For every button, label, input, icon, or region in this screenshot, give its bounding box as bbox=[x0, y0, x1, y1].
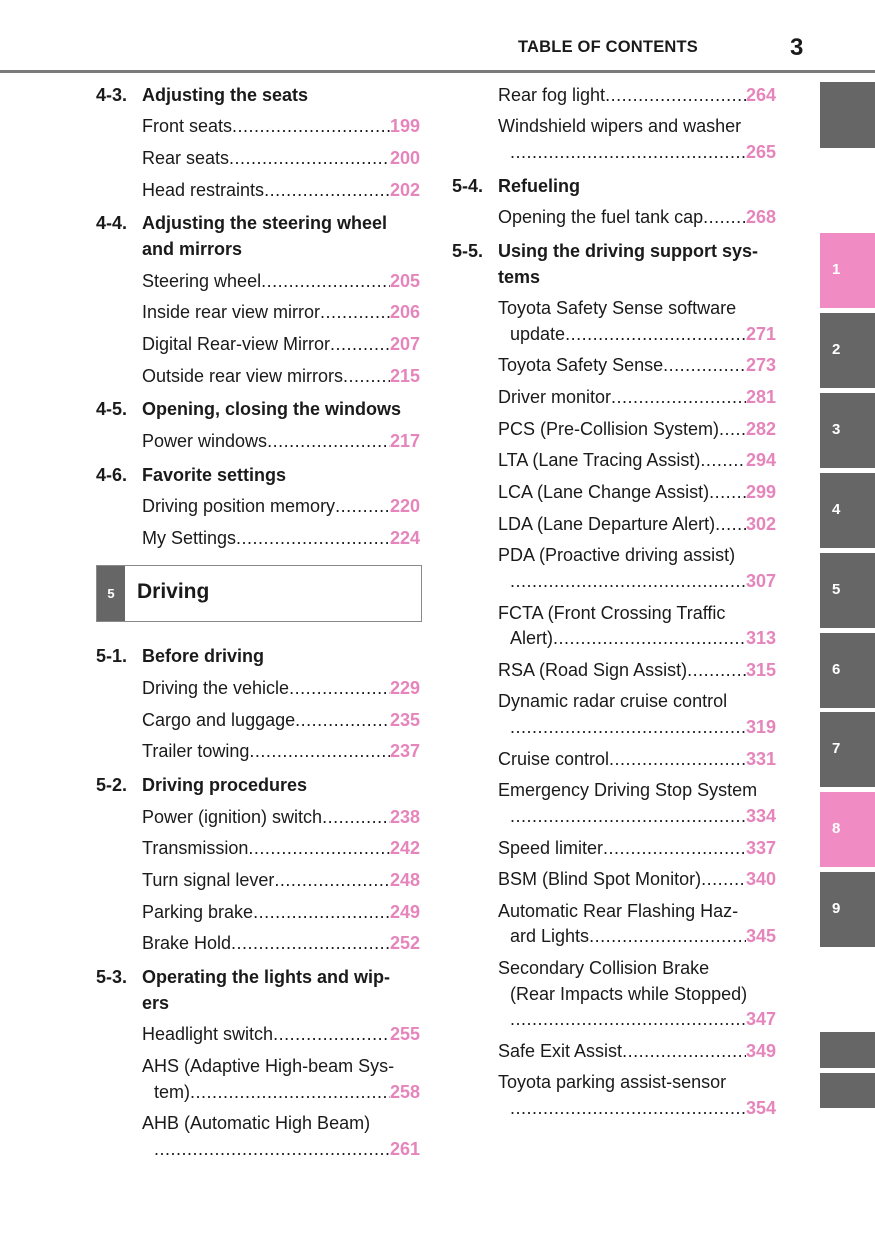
page-ref[interactable]: 299 bbox=[745, 482, 776, 502]
leader-dots bbox=[510, 803, 746, 829]
leader-dots bbox=[231, 930, 390, 956]
leader-dots bbox=[289, 675, 390, 701]
toc-entry[interactable] bbox=[510, 714, 776, 740]
entry-text: Brake Hold bbox=[142, 933, 232, 953]
section-title: Adjusting the seats bbox=[142, 85, 309, 105]
leader-dots bbox=[261, 268, 390, 294]
leader-dots bbox=[229, 145, 390, 171]
tab-label: 1 bbox=[832, 261, 841, 278]
page-ref[interactable]: 252 bbox=[389, 933, 420, 953]
toc-entry[interactable] bbox=[510, 803, 776, 829]
section-number: 5-5. bbox=[452, 241, 484, 261]
entry-text: Alert) bbox=[510, 628, 554, 648]
leader-dots bbox=[249, 738, 390, 764]
toc-entry[interactable] bbox=[498, 835, 776, 861]
page-ref[interactable]: 242 bbox=[389, 838, 420, 858]
side-tab-6[interactable] bbox=[820, 633, 875, 708]
entry-text: Turn signal lever bbox=[142, 870, 275, 890]
toc-entry-line1[interactable]: Windshield wipers and washer bbox=[498, 116, 742, 136]
toc-entry[interactable] bbox=[498, 746, 776, 772]
leader-dots bbox=[335, 493, 390, 519]
leader-dots bbox=[236, 525, 390, 551]
side-tab-7[interactable] bbox=[820, 712, 875, 787]
toc-entry[interactable] bbox=[154, 1079, 420, 1105]
toc-entry[interactable] bbox=[142, 363, 420, 389]
leader-dots bbox=[709, 479, 746, 505]
page-ref[interactable]: 271 bbox=[745, 324, 776, 344]
leader-dots bbox=[687, 657, 746, 683]
page-ref[interactable]: 273 bbox=[745, 355, 776, 375]
toc-entry[interactable] bbox=[498, 657, 776, 683]
toc-entry[interactable] bbox=[142, 867, 420, 893]
entry-text: Parking brake bbox=[142, 902, 254, 922]
section-title: Adjusting the steering wheel bbox=[142, 213, 388, 233]
page-ref[interactable]: 258 bbox=[389, 1082, 420, 1102]
page-ref[interactable]: 229 bbox=[389, 678, 420, 698]
toc-entry[interactable] bbox=[142, 145, 420, 171]
toc-entry-line1[interactable]: PDA (Proactive driving assist) bbox=[498, 545, 736, 565]
tab-label: 4 bbox=[832, 501, 841, 518]
leader-dots bbox=[715, 511, 746, 537]
section-number: 4-6. bbox=[96, 465, 128, 485]
entry-text: Headlight switch bbox=[142, 1024, 274, 1044]
toc-entry-line1[interactable]: Toyota Safety Sense software bbox=[498, 298, 737, 318]
page-ref[interactable]: 281 bbox=[745, 387, 776, 407]
toc-entry[interactable] bbox=[510, 321, 776, 347]
chapter-heading bbox=[96, 565, 422, 622]
entry-text: Trailer towing bbox=[142, 741, 250, 761]
page-ref[interactable]: 264 bbox=[745, 85, 776, 105]
side-tab-3[interactable] bbox=[820, 393, 875, 468]
toc-entry[interactable] bbox=[154, 1136, 420, 1162]
tab-label: 3 bbox=[832, 421, 841, 438]
section-title: Using the driving support sys- bbox=[498, 241, 759, 261]
section-number: 5-2. bbox=[96, 775, 128, 795]
chapter-number: 5 bbox=[97, 566, 125, 621]
leader-dots bbox=[273, 1021, 390, 1047]
page-ref[interactable]: 282 bbox=[745, 419, 776, 439]
page-ref[interactable]: 261 bbox=[389, 1139, 420, 1159]
page-ref[interactable]: 200 bbox=[389, 148, 420, 168]
toc-entry[interactable] bbox=[498, 511, 776, 537]
toc-entry-line1[interactable]: Emergency Driving Stop System bbox=[498, 780, 758, 800]
entry-text: ard Lights bbox=[510, 926, 590, 946]
entry-text: Transmission bbox=[142, 838, 249, 858]
toc-entry[interactable] bbox=[142, 493, 420, 519]
side-tab-4[interactable] bbox=[820, 473, 875, 548]
leader-dots bbox=[719, 416, 746, 442]
section-number: 4-4. bbox=[96, 213, 128, 233]
leader-dots bbox=[622, 1038, 746, 1064]
page-ref[interactable]: 345 bbox=[745, 926, 776, 946]
entry-text: Speed limiter bbox=[498, 838, 604, 858]
leader-dots bbox=[253, 899, 390, 925]
toc-entry[interactable] bbox=[498, 1038, 776, 1064]
side-tab-8[interactable] bbox=[820, 792, 875, 867]
tab-label: 2 bbox=[832, 341, 841, 358]
section-number: 4-3. bbox=[96, 85, 128, 105]
leader-dots bbox=[510, 714, 746, 740]
page-ref[interactable]: 206 bbox=[389, 302, 420, 322]
page-ref[interactable]: 202 bbox=[389, 180, 420, 200]
toc-entry[interactable] bbox=[498, 866, 776, 892]
leader-dots bbox=[274, 867, 390, 893]
leader-dots bbox=[232, 113, 390, 139]
page-ref[interactable]: 337 bbox=[745, 838, 776, 858]
page-ref[interactable]: 307 bbox=[745, 571, 776, 591]
section-title: Refueling bbox=[498, 176, 581, 196]
leader-dots bbox=[609, 746, 746, 772]
side-tab-bottom-1[interactable] bbox=[820, 1032, 875, 1068]
page-ref[interactable]: 205 bbox=[389, 271, 420, 291]
toc-entry[interactable] bbox=[142, 804, 420, 830]
toc-entry[interactable] bbox=[142, 428, 420, 454]
toc-entry[interactable] bbox=[142, 835, 420, 861]
page-ref[interactable]: 220 bbox=[389, 496, 420, 516]
toc-entry[interactable] bbox=[142, 738, 420, 764]
page-ref[interactable]: 349 bbox=[745, 1041, 776, 1061]
page-ref[interactable]: 313 bbox=[745, 628, 776, 648]
toc-entry[interactable] bbox=[498, 416, 776, 442]
toc-entry[interactable] bbox=[142, 1021, 420, 1047]
page-ref[interactable]: 199 bbox=[389, 116, 420, 136]
page-ref[interactable]: 319 bbox=[745, 717, 776, 737]
toc-entry[interactable] bbox=[510, 1095, 776, 1121]
page-ref[interactable]: 215 bbox=[389, 366, 420, 386]
toc-entry[interactable] bbox=[498, 82, 776, 108]
page-ref[interactable]: 315 bbox=[745, 660, 776, 680]
leader-dots bbox=[510, 568, 746, 594]
toc-entry[interactable] bbox=[142, 113, 420, 139]
entry-text: PCS (Pre-Collision System) bbox=[498, 419, 720, 439]
page-ref[interactable]: 207 bbox=[389, 334, 420, 354]
leader-dots bbox=[264, 177, 390, 203]
entry-text: Driving position memory bbox=[142, 496, 336, 516]
entry-text: Cruise control bbox=[498, 749, 610, 769]
entry-text: Power (ignition) switch bbox=[142, 807, 323, 827]
entry-text: Driving the vehicle bbox=[142, 678, 290, 698]
entry-text: Rear seats bbox=[142, 148, 230, 168]
side-tab-bottom-2[interactable] bbox=[820, 1073, 875, 1108]
toc-entry[interactable] bbox=[142, 899, 420, 925]
toc-entry[interactable] bbox=[142, 707, 420, 733]
toc-entry[interactable] bbox=[142, 331, 420, 357]
leader-dots bbox=[248, 835, 390, 861]
entry-text: Driver monitor bbox=[498, 387, 612, 407]
toc-entry-line1[interactable]: FCTA (Front Crossing Traffic bbox=[498, 603, 726, 623]
page-ref[interactable]: 294 bbox=[745, 450, 776, 470]
section-number: 5-4. bbox=[452, 176, 484, 196]
side-tab-top[interactable] bbox=[820, 82, 875, 148]
toc-entry[interactable] bbox=[510, 139, 776, 165]
tab-label: 6 bbox=[832, 661, 841, 678]
entry-text: Steering wheel bbox=[142, 271, 262, 291]
leader-dots bbox=[154, 1136, 390, 1162]
entry-text: LTA (Lane Tracing Assist) bbox=[498, 450, 701, 470]
page-ref[interactable]: 334 bbox=[745, 806, 776, 826]
leader-dots bbox=[322, 804, 390, 830]
side-tab-5[interactable] bbox=[820, 553, 875, 628]
header-title: TABLE OF CONTENTS bbox=[518, 38, 699, 56]
toc-entry[interactable] bbox=[498, 384, 776, 410]
entry-text: Safe Exit Assist bbox=[498, 1041, 623, 1061]
entry-text: update bbox=[510, 324, 566, 344]
toc-entry[interactable] bbox=[142, 930, 420, 956]
toc-entry[interactable] bbox=[510, 625, 776, 651]
page-ref[interactable]: 249 bbox=[389, 902, 420, 922]
leader-dots bbox=[190, 1079, 390, 1105]
page-ref[interactable]: 235 bbox=[389, 710, 420, 730]
toc-entry-line1[interactable]: Dynamic radar cruise control bbox=[498, 691, 728, 711]
toc-entry[interactable] bbox=[142, 675, 420, 701]
leader-dots bbox=[663, 352, 746, 378]
section-title-cont: tems bbox=[498, 267, 541, 287]
page-ref[interactable]: 224 bbox=[389, 528, 420, 548]
leader-dots bbox=[603, 835, 746, 861]
toc-entry[interactable] bbox=[142, 177, 420, 203]
entry-text: My Settings bbox=[142, 528, 237, 548]
entry-text: Opening the fuel tank cap bbox=[498, 207, 704, 227]
toc-entry-line1[interactable]: AHS (Adaptive High-beam Sys- bbox=[142, 1056, 395, 1076]
entry-text: Outside rear view mirrors bbox=[142, 366, 344, 386]
page-ref[interactable]: 238 bbox=[389, 807, 420, 827]
toc-entry-line1[interactable]: AHB (Automatic High Beam) bbox=[142, 1113, 371, 1133]
leader-dots bbox=[589, 923, 746, 949]
toc-entry-line1[interactable]: Automatic Rear Flashing Haz- bbox=[498, 901, 739, 921]
page-ref[interactable]: 340 bbox=[745, 869, 776, 889]
toc-entry[interactable] bbox=[142, 299, 420, 325]
section-title: Before driving bbox=[142, 646, 265, 666]
leader-dots bbox=[605, 82, 746, 108]
tab-label: 9 bbox=[832, 900, 841, 917]
toc-entry[interactable] bbox=[498, 447, 776, 473]
header-rule bbox=[0, 70, 875, 73]
section-title: Driving procedures bbox=[142, 775, 308, 795]
leader-dots bbox=[320, 299, 390, 325]
toc-entry-line1[interactable]: Secondary Collision Brake bbox=[498, 958, 710, 978]
leader-dots bbox=[343, 363, 390, 389]
entry-text: Head restraints bbox=[142, 180, 265, 200]
page-number: 3 bbox=[790, 34, 804, 61]
section-number: 4-5. bbox=[96, 399, 128, 419]
page-ref[interactable]: 265 bbox=[745, 142, 776, 162]
toc-entry-line2[interactable]: (Rear Impacts while Stopped) bbox=[510, 984, 748, 1004]
page-ref[interactable]: 331 bbox=[745, 749, 776, 769]
page-ref[interactable]: 354 bbox=[745, 1098, 776, 1118]
entry-text: Power windows bbox=[142, 431, 268, 451]
toc-entry[interactable] bbox=[142, 525, 420, 551]
section-title: Opening, closing the windows bbox=[142, 399, 402, 419]
leader-dots bbox=[565, 321, 746, 347]
leader-dots bbox=[611, 384, 746, 410]
side-tab-2[interactable] bbox=[820, 313, 875, 388]
toc-entry[interactable] bbox=[510, 1006, 776, 1032]
section-title: Operating the lights and wip- bbox=[142, 967, 391, 987]
leader-dots bbox=[700, 447, 746, 473]
leader-dots bbox=[510, 1095, 746, 1121]
page-ref[interactable]: 255 bbox=[389, 1024, 420, 1044]
entry-text: RSA (Road Sign Assist) bbox=[498, 660, 688, 680]
toc-entry[interactable] bbox=[498, 479, 776, 505]
tab-label: 5 bbox=[832, 581, 841, 598]
section-number: 5-3. bbox=[96, 967, 128, 987]
leader-dots bbox=[701, 866, 746, 892]
page-ref[interactable]: 237 bbox=[389, 741, 420, 761]
toc-entry[interactable] bbox=[498, 204, 776, 230]
leader-dots bbox=[295, 707, 390, 733]
entry-text: Inside rear view mirror bbox=[142, 302, 321, 322]
page-ref[interactable]: 268 bbox=[745, 207, 776, 227]
page-ref[interactable]: 248 bbox=[389, 870, 420, 890]
entry-text: Rear fog light bbox=[498, 85, 606, 105]
side-tab-1[interactable] bbox=[820, 233, 875, 308]
tab-label: 7 bbox=[832, 740, 841, 757]
section-number: 5-1. bbox=[96, 646, 128, 666]
entry-text: LDA (Lane Departure Alert) bbox=[498, 514, 716, 534]
entry-text: Digital Rear-view Mirror bbox=[142, 334, 331, 354]
leader-dots bbox=[267, 428, 390, 454]
leader-dots bbox=[510, 139, 746, 165]
entry-text: tem) bbox=[154, 1082, 190, 1102]
leader-dots bbox=[330, 331, 390, 357]
section-title: Favorite settings bbox=[142, 465, 287, 485]
page-ref[interactable]: 217 bbox=[389, 431, 420, 451]
leader-dots bbox=[703, 204, 746, 230]
entry-text: LCA (Lane Change Assist) bbox=[498, 482, 710, 502]
toc-entry[interactable] bbox=[498, 352, 776, 378]
tab-label: 8 bbox=[832, 820, 841, 837]
entry-text: BSM (Blind Spot Monitor) bbox=[498, 869, 702, 889]
toc-entry[interactable] bbox=[510, 568, 776, 594]
leader-dots bbox=[553, 625, 746, 651]
leader-dots bbox=[510, 1006, 746, 1032]
toc-entry[interactable] bbox=[510, 923, 776, 949]
chapter-title: Driving bbox=[137, 580, 210, 603]
side-tab-9[interactable] bbox=[820, 872, 875, 947]
entry-text: Front seats bbox=[142, 116, 233, 136]
toc-entry[interactable] bbox=[142, 268, 420, 294]
entry-text: Cargo and luggage bbox=[142, 710, 296, 730]
toc-entry-line1[interactable]: Toyota parking assist-sensor bbox=[498, 1072, 727, 1092]
entry-text: Toyota Safety Sense bbox=[498, 355, 664, 375]
page-ref[interactable]: 347 bbox=[745, 1009, 776, 1029]
page-ref[interactable]: 302 bbox=[745, 514, 776, 534]
section-title-cont: ers bbox=[142, 993, 170, 1013]
section-title-cont: and mirrors bbox=[142, 239, 243, 259]
